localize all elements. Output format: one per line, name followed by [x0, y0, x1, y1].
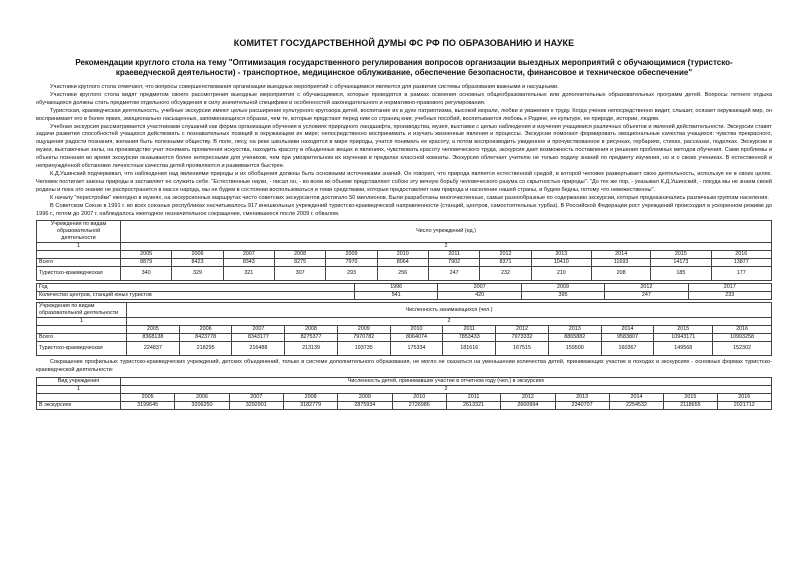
table-header-row — [37, 221, 772, 243]
paragraph: Сокращение профильных туристско-краеведческих учреждений, детских объединений, только в системе дополнительного образования, не могло не сказаться на уменьшении количества детей, принимающих участие в походах и экскурсиях - основных формах туристско-краеведческой деятельности: — [36, 359, 772, 374]
value-cell: 2600994 — [501, 402, 555, 410]
table-header-cell: Число учреждений (ед.) — [121, 221, 772, 243]
row-label-cell: Всего — [37, 259, 121, 267]
year-cell: 2007 — [232, 326, 285, 334]
year-cell: 2010 — [377, 251, 428, 259]
year-cell: 2011 — [446, 394, 500, 402]
row-label-cell: В экскурсиях — [37, 402, 121, 410]
value-cell: 7970 — [326, 259, 377, 267]
body-text — [36, 84, 772, 218]
table-row — [37, 267, 772, 281]
value-cell: 14173 — [651, 259, 711, 267]
title-line-2: краеведческой деятельности) - транспортное, медицинское облуживание, обеспечение безопасности, финансовое и техническое обеспечение" — [115, 68, 693, 77]
value-cell: 7853433 — [443, 334, 496, 342]
value-cell: 232 — [480, 267, 531, 281]
value-cell: 7902 — [428, 259, 479, 267]
value-cell: 541 — [355, 292, 438, 300]
title-line-1: Рекомендации круглого стола на тему "Оптимизация государственного регулирования вопросов организации выездных мероприятий с обучающимися (туристско- — [75, 58, 733, 67]
row-label-cell: Количество центров, станций юных туристов — [37, 292, 355, 300]
value-cell: 175334 — [390, 342, 443, 356]
value-cell: 213139 — [285, 342, 338, 356]
value-cell: 340 — [121, 267, 172, 281]
paragraph: Участники круглого стола отмечают, что вопросы совершенствования организации выездных мероприятий с обучающимися являются для развития системы образования важными и насущными. — [50, 84, 559, 90]
committee-heading: КОМИТЕТ ГОСУДАРСТВЕННОЙ ДУМЫ ФС РФ ПО ОБРАЗОВАНИЮ И НАУКЕ — [233, 38, 575, 48]
participants-table — [36, 302, 772, 356]
paragraph: К.Д.Ушинский подчеркивал, что наблюдения над явлениями природы и их обобщения должны быть основными источниками знаний. Он говорил, что природа является естественной средой, в которой человек развертывает свою деятельность, используя ее в своих целях. Человек постигает законы природы и заставляет ее служить себе. "Естественные науки, - писал он, - во всем их объеме представляют собою эту вечную борьбу человеческого разума со скрытностью природы". "До тех же пор, - указывал К.Д.Ушинский, - покуда мы не знаем своей родины и пока это знание не распространится в массе народа, мы не будем в состоянии воспользоваться и теми средствами, которые предоставляет нам природа и население нашей страны, и будем бедны, потому что невежественны". — [36, 170, 772, 193]
tourist-centers-table — [36, 283, 772, 300]
year-cell: 2015 — [664, 394, 717, 402]
year-cell: 2014 — [609, 394, 663, 402]
value-cell: 8865882 — [548, 334, 601, 342]
table-index-row — [37, 318, 772, 326]
document-page — [36, 0, 772, 410]
table-cell — [37, 394, 121, 402]
year-cell: 2017 — [688, 284, 771, 292]
year-cell: 2009 — [337, 326, 390, 334]
value-cell: 2613321 — [446, 402, 500, 410]
year-cell: 2010 — [392, 394, 446, 402]
year-cell: 2011 — [428, 251, 479, 259]
year-cell: 2012 — [496, 326, 549, 334]
table-index-cell: 1 — [37, 386, 121, 394]
year-cell: 2005 — [121, 394, 175, 402]
value-cell: 2340707 — [555, 402, 609, 410]
value-cell: 152302 — [713, 342, 772, 356]
value-cell: 233 — [688, 292, 771, 300]
year-cell: 2016 — [717, 394, 771, 402]
value-cell: 3182779 — [283, 402, 337, 410]
table-header-row — [37, 303, 772, 318]
value-cell: 395 — [521, 292, 604, 300]
value-cell: 8423778 — [179, 334, 232, 342]
table-index-cell: 1 — [37, 318, 127, 326]
table-years-row — [37, 326, 772, 334]
value-cell: 181616 — [443, 342, 496, 356]
paragraph: К началу "перестройки" ежегодно в музеях, на экскурсионных маршрутах чисто советских экскурсантов достигало 50 миллионов. Были разработаны многочисленные, самые разнообразные по содержанию экскурсии, которые предназначались различным группам населения. — [50, 194, 769, 201]
value-cell: 8343177 — [232, 334, 285, 342]
table-row — [37, 259, 772, 267]
year-cell: 2012 — [501, 394, 555, 402]
year-cell: 2014 — [601, 326, 654, 334]
year-cell: 2005 — [121, 251, 172, 259]
year-cell: 2005 — [127, 326, 180, 334]
table-index-row — [37, 243, 772, 251]
value-cell: 8423 — [172, 259, 223, 267]
value-cell: 420 — [438, 292, 521, 300]
year-cell: 2007 — [229, 394, 283, 402]
value-cell: 149568 — [654, 342, 713, 356]
year-cell: 2009 — [521, 284, 604, 292]
table-row — [37, 284, 772, 292]
year-cell: 2008 — [274, 251, 325, 259]
table-header-row — [37, 378, 772, 386]
year-cell: 2009 — [326, 251, 377, 259]
value-cell: 3292901 — [229, 402, 283, 410]
year-cell: 2006 — [172, 251, 223, 259]
year-cell: 2015 — [651, 251, 711, 259]
table-cell — [37, 251, 121, 259]
value-cell: 2875934 — [338, 402, 392, 410]
value-cell: 218295 — [179, 342, 232, 356]
year-cell: 2013 — [555, 394, 609, 402]
year-cell: 2008 — [283, 394, 337, 402]
table-row — [37, 402, 772, 410]
value-cell: 10410 — [531, 259, 591, 267]
value-cell: 13877 — [711, 259, 771, 267]
year-cell: 1996 — [355, 284, 438, 292]
table-header-cell: Вид учреждения — [37, 378, 121, 386]
row-label-cell: Туристско-краеведческая — [37, 342, 127, 356]
year-cell: 2007 — [438, 284, 521, 292]
value-cell: 159500 — [548, 342, 601, 356]
year-cell: 2014 — [592, 251, 651, 259]
table-years-row — [37, 251, 772, 259]
value-cell: 2021712 — [717, 402, 771, 410]
year-cell: 2012 — [605, 284, 688, 292]
paragraph: В Советском Союзе в 1991 г. во всех союзных республиках насчитывалось 917 внешкольных учреждений туристско-краеведческой направленности (станций, центров, самостоятельных турбаз). В Российской Федерации рост учреждений происходил в ускоренном режиме до 1996 г., потом до 2007 г. наблюдалось ежегодное незначительное сокращение, сменившееся после 2009 г. обвалом. — [36, 202, 772, 217]
value-cell: 193735 — [337, 342, 390, 356]
year-cell: 2012 — [480, 251, 531, 259]
table-index-cell: 2 — [121, 386, 772, 394]
value-cell: 8064074 — [390, 334, 443, 342]
value-cell: 9583807 — [601, 334, 654, 342]
value-cell: 329 — [172, 267, 223, 281]
year-cell: 2006 — [175, 394, 229, 402]
excursions-table — [36, 377, 772, 410]
value-cell: 2726986 — [392, 402, 446, 410]
value-cell: 11693 — [592, 259, 651, 267]
year-cell: 2010 — [390, 326, 443, 334]
table-row — [37, 292, 772, 300]
value-cell: 307 — [274, 267, 325, 281]
row-label-cell: Год — [37, 284, 355, 292]
paragraph: Учебная экскурсия рассматривается участниками слушаний как форма организации обучения в условиях природного ландшафта, производства, музея, выставки с целью наблюдения и изучения учащимися различных объектов и явлений действительности. Экскурсии ставят задачи развития способностей учащихся действовать с познавательных позиций в окружающем их мире; непосредственно воспринимать и изучать жизненные явления и процессы. Экскурсии помогают формировать эмоциональные качества учащихся: чувства прекрасного, ощущения радости познания, желания быть полезными обществу. В поле, лесу, на реке школьники находятся в мире природы, учатся понимать ее красоту, а потом воспроизводить увиденное и прочувствованное в рисунках, гербариях, стихах, рассказах, поделках. Экскурсии в музеи, выставочные залы, на производство учат понимать проявления искусства, находить красоту в обыденных вещах и явлениях, чувствовать красоту человеческого труда, экскурсия дает возможность поставления и решения проблемных методов обучения. Сами проблемы и объекты познания во время экскурсии оказываются более интересными для учеников, чем при умозрительном их изучении в пределах классной комнаты. Экскурсия облегчает учителю не только подачу знаний по предмету изучения, но и о своих учениках. В естественной и непринуждённой обстановке личностные качества детей проявляются и развиваются быстрее. — [36, 123, 772, 170]
table-index-cell: 1 — [37, 243, 121, 251]
value-cell: 185 — [651, 267, 711, 281]
table-index-cell: 2 — [127, 318, 772, 326]
body-text-after — [36, 359, 772, 375]
table-index-cell: 2 — [121, 243, 772, 251]
year-cell: 2008 — [285, 326, 338, 334]
value-cell: 8879 — [121, 259, 172, 267]
value-cell: 10993258 — [713, 334, 772, 342]
year-cell: 2011 — [443, 326, 496, 334]
paragraph: Туристская, краеведческая деятельность, учебные экскурсии имеют целью расширение культурного кругозора детей, воспитание их в духе патриотизма, высокой морали, любви и уважения к труду. Когда ученик непосредственно видит, слышит, осязает окружающий мир, он воспринимает его в более ярких, эмоционально насыщенных, запоминающихся образах, чем те, которые предстают перед ним со страниц книг, учебных пособий, воспитывается любовь к Родине, ее культуре, ее природе, истории, людям. — [36, 107, 772, 122]
value-cell: 8275377 — [285, 334, 338, 342]
value-cell: 177 — [711, 267, 771, 281]
value-cell: 208 — [592, 267, 651, 281]
table-years-row — [37, 394, 772, 402]
year-cell: 2016 — [711, 251, 771, 259]
table-header-cell: Учреждения по видам образовательной деятельности — [37, 221, 121, 243]
value-cell: 167515 — [496, 342, 549, 356]
value-cell: 7970782 — [337, 334, 390, 342]
paragraph: Участники круглого стола видят предметом своего рассмотрения выездные мероприятия с обучающимися, которые проводятся в рамках освоения основных общеобразовательных или дополнительных образовательных программ детей. Вопросы летнего отдыха обучающихся должны стать предметом отдельного обсуждения в силу значительной специфики и особенностей законодательного и нормативно-правового регулирования. — [36, 91, 772, 106]
value-cell: 2254532 — [609, 402, 663, 410]
value-cell: 10943171 — [654, 334, 713, 342]
table-header-cell: Численность детей, принимавших участие в отчетном году (чел.) в экскурсиях — [121, 378, 772, 386]
table-row — [37, 334, 772, 342]
value-cell: 2118655 — [664, 402, 717, 410]
year-cell: 2013 — [531, 251, 591, 259]
value-cell: 3199645 — [121, 402, 175, 410]
value-cell: 321 — [223, 267, 274, 281]
value-cell: 247 — [605, 292, 688, 300]
value-cell: 210 — [531, 267, 591, 281]
value-cell: 8064 — [377, 259, 428, 267]
table-header-cell: Учреждения по видам образовательной деятельности — [37, 303, 127, 318]
year-cell: 2013 — [548, 326, 601, 334]
value-cell: 160367 — [601, 342, 654, 356]
table-cell — [37, 326, 127, 334]
value-cell: 256 — [377, 267, 428, 281]
value-cell: 216488 — [232, 342, 285, 356]
value-cell: 247 — [428, 267, 479, 281]
year-cell: 2006 — [179, 326, 232, 334]
value-cell: 293 — [326, 267, 377, 281]
value-cell: 8371 — [480, 259, 531, 267]
year-cell: 2007 — [223, 251, 274, 259]
row-label-cell: Всего — [37, 334, 127, 342]
table-row — [37, 342, 772, 356]
year-cell: 2016 — [713, 326, 772, 334]
table-header-cell: Численность занимающихся (чел.) — [127, 303, 772, 318]
value-cell: 7973332 — [496, 334, 549, 342]
year-cell: 2015 — [654, 326, 713, 334]
value-cell: 8343 — [223, 259, 274, 267]
institutions-count-table — [36, 220, 772, 281]
value-cell: 3206250 — [175, 402, 229, 410]
table-index-row — [37, 386, 772, 394]
value-cell: 8368138 — [127, 334, 180, 342]
value-cell: 224837 — [127, 342, 180, 356]
document-title — [36, 58, 772, 78]
value-cell: 8275 — [274, 259, 325, 267]
year-cell: 2009 — [338, 394, 392, 402]
row-label-cell: Туристско-краеведческая — [37, 267, 121, 281]
